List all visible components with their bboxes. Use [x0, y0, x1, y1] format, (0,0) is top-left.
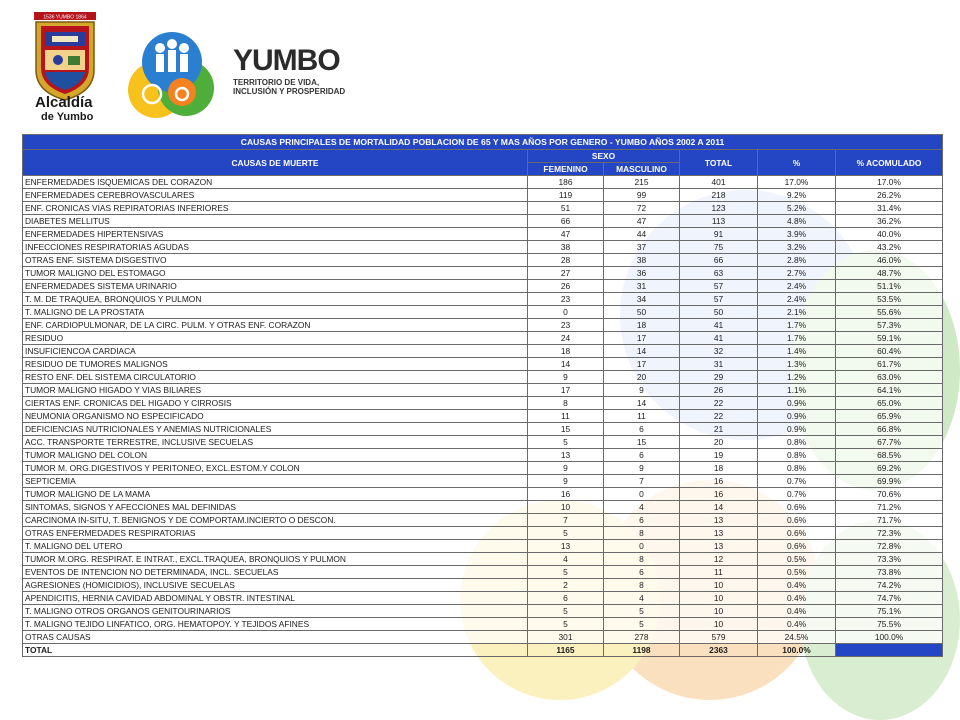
cell-cumulative: 68.5%	[836, 449, 943, 462]
cell-cumulative: 51.1%	[836, 280, 943, 293]
cell-cause: TUMOR M. ORG.DIGESTIVOS Y PERITONEO, EXCL.ESTOM.Y COLON	[23, 462, 528, 475]
col-header-masculino: MASCULINO	[604, 163, 680, 176]
cell-femenino: 4	[528, 553, 604, 566]
cell-cumulative: 67.7%	[836, 436, 943, 449]
cell-cause: CARCINOMA IN-SITU, T. BENIGNOS Y DE COMPORTAM.INCIERTO O DESCON.	[23, 514, 528, 527]
cell-percent: 0.9%	[758, 410, 836, 423]
cell-femenino: 23	[528, 319, 604, 332]
cell-cause: APENDICITIS, HERNIA CAVIDAD ABDOMINAL Y OBSTR. INTESTINAL	[23, 592, 528, 605]
cell-cause: ENFERMEDADES HIPERTENSIVAS	[23, 228, 528, 241]
table-row	[23, 553, 943, 566]
cell-cumulative: 70.6%	[836, 488, 943, 501]
cell-masculino: 278	[604, 631, 680, 644]
cell-femenino: 0	[528, 306, 604, 319]
cell-cause: TUMOR MALIGNO DEL COLON	[23, 449, 528, 462]
cell-percent: 2.7%	[758, 267, 836, 280]
table-row	[23, 436, 943, 449]
total-femenino: 1165	[528, 644, 604, 657]
cell-masculino: 34	[604, 293, 680, 306]
table-row	[23, 241, 943, 254]
table-row	[23, 462, 943, 475]
cell-percent: 1.7%	[758, 332, 836, 345]
cell-total: 91	[680, 228, 758, 241]
cell-femenino: 9	[528, 371, 604, 384]
cell-cumulative: 36.2%	[836, 215, 943, 228]
cell-percent: 2.8%	[758, 254, 836, 267]
cell-cumulative: 74.2%	[836, 579, 943, 592]
cell-percent: 3.9%	[758, 228, 836, 241]
cell-total: 16	[680, 488, 758, 501]
cell-total: 18	[680, 462, 758, 475]
cell-cause: TUMOR M.ORG. RESPIRAT. E INTRAT., EXCL.TRAQUEA, BRONQUIOS Y PULMON	[23, 553, 528, 566]
cell-percent: 24.5%	[758, 631, 836, 644]
cell-total: 20	[680, 436, 758, 449]
cell-total: 113	[680, 215, 758, 228]
cell-cause: SEPTICEMIA	[23, 475, 528, 488]
cell-total: 66	[680, 254, 758, 267]
page-header	[0, 0, 960, 134]
cell-cause: RESIDUO DE TUMORES MALIGNOS	[23, 358, 528, 371]
cell-total: 63	[680, 267, 758, 280]
cell-cumulative: 46.0%	[836, 254, 943, 267]
cell-masculino: 6	[604, 566, 680, 579]
cell-femenino: 2	[528, 579, 604, 592]
table-row	[23, 410, 943, 423]
cell-cumulative: 66.8%	[836, 423, 943, 436]
cell-percent: 0.4%	[758, 592, 836, 605]
table-row	[23, 332, 943, 345]
table-row	[23, 254, 943, 267]
col-header-cumulative: % ACOMULADO	[836, 150, 943, 176]
cell-total: 123	[680, 202, 758, 215]
total-total: 2363	[680, 644, 758, 657]
cell-cumulative: 63.0%	[836, 371, 943, 384]
table-row	[23, 384, 943, 397]
cell-femenino: 51	[528, 202, 604, 215]
table-row	[23, 592, 943, 605]
yumbo-tagline-line2: INCLUSIÓN Y PROSPERIDAD	[233, 87, 346, 96]
cell-cause: INSUFICIENCOA CARDIACA	[23, 345, 528, 358]
cell-femenino: 8	[528, 397, 604, 410]
cell-femenino: 301	[528, 631, 604, 644]
cell-cumulative: 69.9%	[836, 475, 943, 488]
cell-total: 16	[680, 475, 758, 488]
cell-cumulative: 72.8%	[836, 540, 943, 553]
alcaldia-wordmark	[35, 94, 93, 123]
table-row	[23, 345, 943, 358]
table-row	[23, 189, 943, 202]
cell-cause: TUMOR MALIGNO DE LA MAMA	[23, 488, 528, 501]
cell-femenino: 13	[528, 449, 604, 462]
cell-total: 57	[680, 280, 758, 293]
cell-cumulative: 75.1%	[836, 605, 943, 618]
cell-cumulative: 71.2%	[836, 501, 943, 514]
cell-masculino: 44	[604, 228, 680, 241]
table-row	[23, 566, 943, 579]
cell-femenino: 66	[528, 215, 604, 228]
cell-cumulative: 60.4%	[836, 345, 943, 358]
col-header-causes: CAUSAS DE MUERTE	[23, 150, 528, 176]
cell-total: 579	[680, 631, 758, 644]
cell-cumulative: 65.9%	[836, 410, 943, 423]
cell-masculino: 4	[604, 501, 680, 514]
cell-percent: 0.4%	[758, 605, 836, 618]
cell-cause: CIERTAS ENF. CRONICAS DEL HIGADO Y CIRROSIS	[23, 397, 528, 410]
table-row	[23, 306, 943, 319]
cell-cause: ENFERMEDADES SISTEMA URINARIO	[23, 280, 528, 293]
cell-masculino: 47	[604, 215, 680, 228]
cell-total: 50	[680, 306, 758, 319]
cell-femenino: 11	[528, 410, 604, 423]
cell-cumulative: 53.5%	[836, 293, 943, 306]
cell-cumulative: 74.7%	[836, 592, 943, 605]
cell-femenino: 27	[528, 267, 604, 280]
cell-femenino: 119	[528, 189, 604, 202]
table-row	[23, 527, 943, 540]
cell-percent: 0.7%	[758, 475, 836, 488]
cell-femenino: 5	[528, 605, 604, 618]
cell-cause: ENF. CARDIOPULMONAR, DE LA CIRC. PULM. Y OTRAS ENF. CORAZON	[23, 319, 528, 332]
cell-total: 21	[680, 423, 758, 436]
cell-cause: TUMOR MALIGNO DEL ESTOMAGO	[23, 267, 528, 280]
cell-cumulative: 64.1%	[836, 384, 943, 397]
cell-cumulative: 100.0%	[836, 631, 943, 644]
cell-total: 26	[680, 384, 758, 397]
cell-percent: 0.9%	[758, 423, 836, 436]
table-row	[23, 449, 943, 462]
total-row	[23, 644, 943, 657]
cell-cause: RESIDUO	[23, 332, 528, 345]
cell-percent: 3.2%	[758, 241, 836, 254]
cell-femenino: 5	[528, 436, 604, 449]
cell-masculino: 9	[604, 384, 680, 397]
cell-total: 19	[680, 449, 758, 462]
municipal-shield-icon	[30, 12, 100, 102]
cell-femenino: 28	[528, 254, 604, 267]
cell-cumulative: 48.7%	[836, 267, 943, 280]
cell-cause: TUMOR MALIGNO HIGADO Y VIAS BILIARES	[23, 384, 528, 397]
cell-femenino: 47	[528, 228, 604, 241]
table-row	[23, 215, 943, 228]
cell-percent: 2.4%	[758, 280, 836, 293]
table-body	[23, 176, 943, 644]
cell-cumulative: 57.3%	[836, 319, 943, 332]
cell-masculino: 31	[604, 280, 680, 293]
table-row	[23, 280, 943, 293]
cell-cause: OTRAS CAUSAS	[23, 631, 528, 644]
total-masculino: 1198	[604, 644, 680, 657]
cell-masculino: 0	[604, 540, 680, 553]
cell-masculino: 18	[604, 319, 680, 332]
cell-cumulative: 55.6%	[836, 306, 943, 319]
mortality-table-container	[22, 134, 942, 657]
cell-femenino: 9	[528, 462, 604, 475]
cell-masculino: 15	[604, 436, 680, 449]
table-row	[23, 618, 943, 631]
cell-cause: T. MALIGNO DE LA PROSTATA	[23, 306, 528, 319]
cell-percent: 1.7%	[758, 319, 836, 332]
cell-total: 10	[680, 592, 758, 605]
cell-cause: ACC. TRANSPORTE TERRESTRE, INCLUSIVE SECUELAS	[23, 436, 528, 449]
cell-cause: DIABETES MELLITUS	[23, 215, 528, 228]
cell-masculino: 36	[604, 267, 680, 280]
cell-masculino: 5	[604, 605, 680, 618]
cell-cumulative: 72.3%	[836, 527, 943, 540]
cell-total: 13	[680, 540, 758, 553]
cell-masculino: 7	[604, 475, 680, 488]
cell-percent: 2.4%	[758, 293, 836, 306]
yumbo-circle-logo-icon	[122, 22, 222, 122]
cell-cause: T. MALIGNO TEJIDO LINFATICO, ORG. HEMATOPOY. Y TEJIDOS AFINES	[23, 618, 528, 631]
table-row	[23, 501, 943, 514]
cell-percent: 0.4%	[758, 618, 836, 631]
cell-cumulative: 73.3%	[836, 553, 943, 566]
cell-percent: 0.8%	[758, 462, 836, 475]
cell-percent: 1.3%	[758, 358, 836, 371]
cell-cause: ENF. CRONICAS VIAS REPIRATORIAS INFERIORES	[23, 202, 528, 215]
cell-masculino: 38	[604, 254, 680, 267]
cell-percent: 0.5%	[758, 566, 836, 579]
table-title: CAUSAS PRINCIPALES DE MORTALIDAD POBLACION DE 65 Y MAS AÑOS POR GENERO - YUMBO AÑOS 2002 A 2011	[23, 135, 943, 150]
cell-total: 12	[680, 553, 758, 566]
cell-masculino: 5	[604, 618, 680, 631]
cell-cause: NEUMONIA ORGANISMO NO ESPECIFICADO	[23, 410, 528, 423]
cell-femenino: 5	[528, 527, 604, 540]
table-row	[23, 605, 943, 618]
cell-masculino: 50	[604, 306, 680, 319]
cell-percent: 0.6%	[758, 514, 836, 527]
cell-percent: 17.0%	[758, 176, 836, 189]
col-header-femenino: FEMENINO	[528, 163, 604, 176]
cell-cause: T. MALIGNO OTROS ORGANOS GENITOURINARIOS	[23, 605, 528, 618]
cell-percent: 0.7%	[758, 488, 836, 501]
alcaldia-line1: Alcaldía	[35, 94, 93, 111]
cell-total: 29	[680, 371, 758, 384]
cell-masculino: 8	[604, 553, 680, 566]
col-header-total: TOTAL	[680, 150, 758, 176]
cell-masculino: 37	[604, 241, 680, 254]
cell-cause: OTRAS ENF. SISTEMA DISGESTIVO	[23, 254, 528, 267]
cell-femenino: 24	[528, 332, 604, 345]
cell-total: 13	[680, 514, 758, 527]
cell-percent: 1.1%	[758, 384, 836, 397]
cell-femenino: 5	[528, 618, 604, 631]
cell-femenino: 26	[528, 280, 604, 293]
cell-total: 401	[680, 176, 758, 189]
cell-cause: T. MALIGNO DEL UTERO	[23, 540, 528, 553]
table-row	[23, 488, 943, 501]
total-label: TOTAL	[23, 644, 528, 657]
cell-percent: 0.6%	[758, 540, 836, 553]
cell-cumulative: 43.2%	[836, 241, 943, 254]
total-cumulative-empty	[836, 644, 943, 657]
table-row	[23, 397, 943, 410]
cell-total: 10	[680, 618, 758, 631]
yumbo-tagline	[233, 78, 345, 96]
cell-percent: 2.1%	[758, 306, 836, 319]
cell-cumulative: 26.2%	[836, 189, 943, 202]
cell-percent: 0.8%	[758, 449, 836, 462]
cell-total: 32	[680, 345, 758, 358]
cell-masculino: 11	[604, 410, 680, 423]
cell-percent: 0.6%	[758, 501, 836, 514]
table-row	[23, 358, 943, 371]
cell-masculino: 20	[604, 371, 680, 384]
yumbo-tagline-line1: TERRITORIO DE VIDA,	[233, 78, 320, 87]
table-row	[23, 202, 943, 215]
total-percent: 100.0%	[758, 644, 836, 657]
cell-cause: INFECCIONES RESPIRATORIAS AGUDAS	[23, 241, 528, 254]
cell-masculino: 9	[604, 462, 680, 475]
cell-percent: 9.2%	[758, 189, 836, 202]
cell-masculino: 6	[604, 449, 680, 462]
cell-total: 41	[680, 319, 758, 332]
cell-percent: 1.2%	[758, 371, 836, 384]
cell-femenino: 18	[528, 345, 604, 358]
table-row	[23, 228, 943, 241]
table-row	[23, 423, 943, 436]
cell-cause: OTRAS ENFERMEDADES RESPIRATORIAS	[23, 527, 528, 540]
cell-cause: EVENTOS DE INTENCION NO DETERMINADA, INCL. SECUELAS	[23, 566, 528, 579]
cell-femenino: 15	[528, 423, 604, 436]
cell-percent: 0.4%	[758, 579, 836, 592]
cell-femenino: 5	[528, 566, 604, 579]
cell-total: 218	[680, 189, 758, 202]
table-row	[23, 540, 943, 553]
cell-percent: 4.8%	[758, 215, 836, 228]
cell-masculino: 8	[604, 527, 680, 540]
table-row	[23, 293, 943, 306]
cell-femenino: 23	[528, 293, 604, 306]
cell-cause: ENFERMEDADES CEREBROVASCULARES	[23, 189, 528, 202]
cell-femenino: 10	[528, 501, 604, 514]
cell-masculino: 0	[604, 488, 680, 501]
cell-total: 13	[680, 527, 758, 540]
cell-cause: SINTOMAS, SIGNOS Y AFECCIONES MAL DEFINIDAS	[23, 501, 528, 514]
mortality-table	[22, 134, 943, 657]
cell-masculino: 17	[604, 332, 680, 345]
cell-total: 22	[680, 410, 758, 423]
cell-femenino: 38	[528, 241, 604, 254]
table-row	[23, 579, 943, 592]
cell-total: 75	[680, 241, 758, 254]
cell-cumulative: 40.0%	[836, 228, 943, 241]
cell-femenino: 6	[528, 592, 604, 605]
cell-total: 57	[680, 293, 758, 306]
alcaldia-line2: de Yumbo	[41, 111, 94, 123]
cell-femenino: 16	[528, 488, 604, 501]
cell-percent: 0.8%	[758, 436, 836, 449]
table-row	[23, 631, 943, 644]
cell-cause: AGRESIONES (HOMICIDIOS), INCLUSIVE SECUELAS	[23, 579, 528, 592]
cell-total: 11	[680, 566, 758, 579]
cell-percent: 0.9%	[758, 397, 836, 410]
cell-femenino: 14	[528, 358, 604, 371]
cell-cumulative: 73.8%	[836, 566, 943, 579]
cell-percent: 0.6%	[758, 527, 836, 540]
cell-total: 31	[680, 358, 758, 371]
cell-femenino: 9	[528, 475, 604, 488]
cell-cause: T. M. DE TRAQUEA, BRONQUIOS Y PULMON	[23, 293, 528, 306]
cell-masculino: 99	[604, 189, 680, 202]
cell-cumulative: 75.5%	[836, 618, 943, 631]
cell-percent: 0.5%	[758, 553, 836, 566]
col-header-sexo: SEXO	[528, 150, 680, 163]
cell-masculino: 8	[604, 579, 680, 592]
cell-masculino: 6	[604, 423, 680, 436]
table-row	[23, 371, 943, 384]
cell-cumulative: 69.2%	[836, 462, 943, 475]
cell-total: 10	[680, 605, 758, 618]
shield-top-text: 1536 YUMBO 1864	[43, 14, 87, 21]
cell-femenino: 7	[528, 514, 604, 527]
cell-masculino: 6	[604, 514, 680, 527]
cell-total: 10	[680, 579, 758, 592]
cell-total: 22	[680, 397, 758, 410]
cell-cumulative: 71.7%	[836, 514, 943, 527]
cell-total: 41	[680, 332, 758, 345]
cell-cause: DEFICIENCIAS NUTRICIONALES Y ANEMIAS NUTRICIONALES	[23, 423, 528, 436]
table-row	[23, 176, 943, 189]
cell-masculino: 4	[604, 592, 680, 605]
cell-masculino: 14	[604, 397, 680, 410]
cell-cumulative: 59.1%	[836, 332, 943, 345]
cell-cumulative: 61.7%	[836, 358, 943, 371]
cell-masculino: 215	[604, 176, 680, 189]
cell-masculino: 17	[604, 358, 680, 371]
col-header-percent: %	[758, 150, 836, 176]
cell-femenino: 186	[528, 176, 604, 189]
cell-masculino: 72	[604, 202, 680, 215]
cell-cumulative: 65.0%	[836, 397, 943, 410]
cell-percent: 1.4%	[758, 345, 836, 358]
cell-percent: 5.2%	[758, 202, 836, 215]
cell-cumulative: 17.0%	[836, 176, 943, 189]
cell-femenino: 17	[528, 384, 604, 397]
cell-cause: RESTO ENF. DEL SISTEMA CIRCULATORIO	[23, 371, 528, 384]
cell-femenino: 13	[528, 540, 604, 553]
cell-cumulative: 31.4%	[836, 202, 943, 215]
cell-cause: ENFERMEDADES ISQUEMICAS DEL CORAZON	[23, 176, 528, 189]
table-row	[23, 319, 943, 332]
table-row	[23, 475, 943, 488]
yumbo-wordmark: YUMBO	[233, 44, 340, 77]
cell-total: 14	[680, 501, 758, 514]
table-row	[23, 514, 943, 527]
table-row	[23, 267, 943, 280]
cell-masculino: 14	[604, 345, 680, 358]
